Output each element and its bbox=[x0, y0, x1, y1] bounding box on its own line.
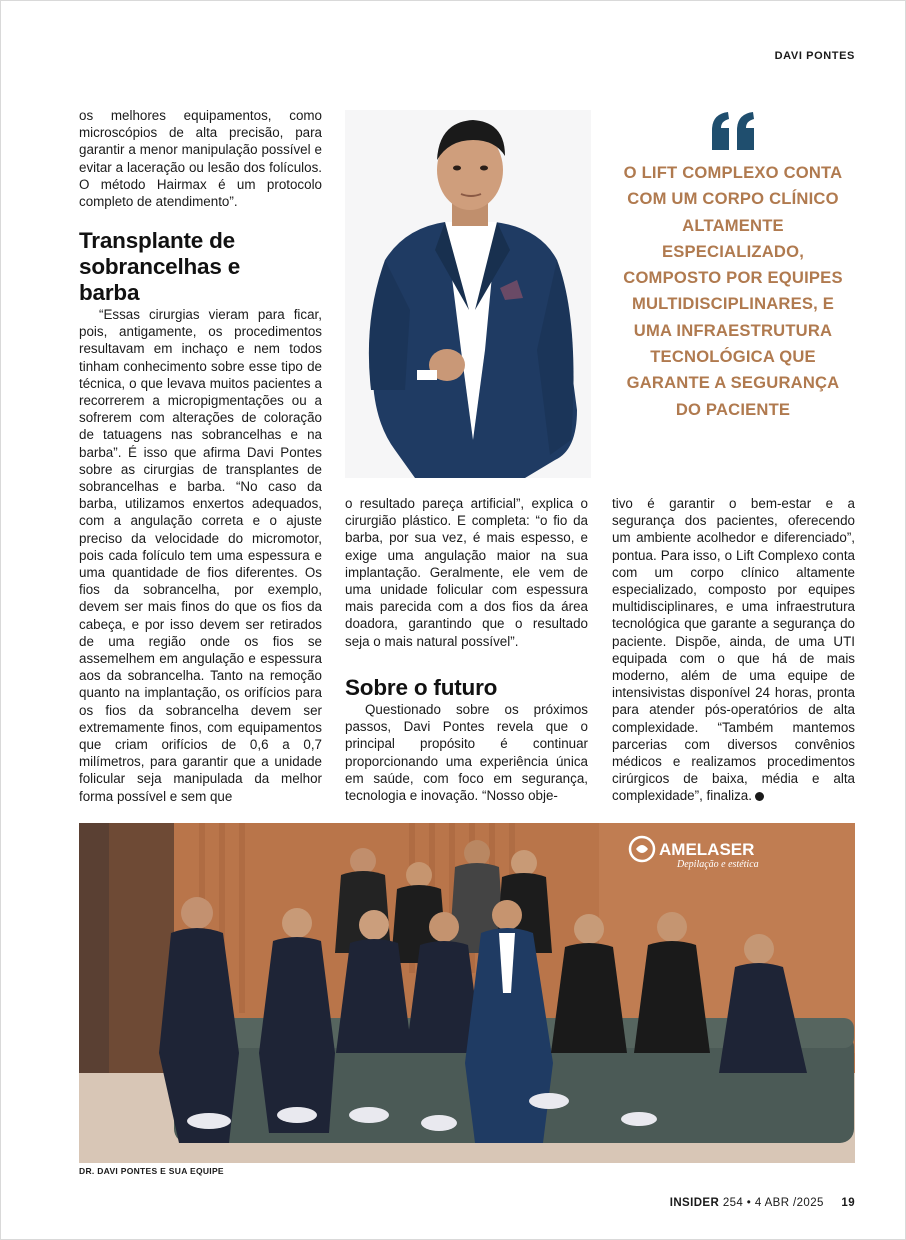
end-of-article-icon bbox=[755, 792, 764, 801]
pull-quote: O LIFT COMPLEXO CONTA COM UM CORPO CLÍNICO ALTAMENTE ESPECIALIZADO, COMPOSTO POR EQUIPES MULTIDISCIPLINARES, E UMA INFRAESTRUTURA TECNOLÓGICA QUE GARANTE A SEGURANÇA DO PACIENTE bbox=[623, 163, 843, 419]
column-2-section bbox=[345, 675, 588, 804]
brand-name: AMELASER bbox=[659, 840, 755, 859]
heading-transplante: Transplante de sobrancelhas e barba bbox=[79, 228, 241, 305]
page-footer bbox=[670, 1197, 855, 1209]
paragraph-seguranca bbox=[612, 495, 855, 805]
issue-info: 254 • 4 ABR /2025 bbox=[722, 1197, 824, 1209]
section-header: DAVI PONTES bbox=[774, 50, 855, 62]
paragraph-futuro: Questionado sobre os próximos passos, Davi Pontes revela que o principal propósito é continuar proporcionando uma experiência única em saúde, com foco em segurança, tecnologia e inovação. “Nosso obje- bbox=[345, 702, 588, 804]
page-number: 19 bbox=[841, 1197, 855, 1209]
brand-tagline: Depilação e estética bbox=[677, 859, 759, 870]
paragraph-intro: os melhores equipamentos, como microscópios de alta precisão, para garantir a menor manipulação possível e evitar a laceração ou lesão dos folículos. O método Hairmax é um protocolo completo de atendimento”. bbox=[79, 108, 322, 210]
team-photo bbox=[79, 823, 855, 1163]
heading-sobre-o-futuro: Sobre o futuro bbox=[345, 675, 498, 700]
photo-caption: DR. DAVI PONTES E SUA EQUIPE bbox=[79, 1166, 224, 1176]
column-1 bbox=[79, 107, 322, 210]
column-2 bbox=[345, 495, 588, 650]
portrait-photo bbox=[345, 110, 591, 478]
paragraph-transplante: “Essas cirurgias vieram para ficar, pois, antigamente, os procedimentos resultavam em inchaço e nem todos tinham conhecimento sobre esse tipo de técnica, o que levava muitos pacientes a recorrerem a micropigmentações ou a sofrerem com alterações de coloração de tatuagens nas sobrancelhas e na barba”. É isso que afirma Davi Pontes sobre as cirurgias de transplantes de sobrancelhas e barba. “No caso da barba, utilizamos enxertos adequados, com a angulação correta e o ajuste preciso da velocidade do micromotor, pois cada folículo tem uma espessura e uma quantidade de fios diferentes. Os fios da sobrancelha, por exemplo, devem ser mais finos do que os fios da cabeça, e por isso devem ser retirados de uma região onde os fios se assemelhem em angulação e espessura aos da sobrancelha. Tanto na remoção quanto na implantação, os orifícios para os fios da sobrancelha devem ser extremamente finos, com equipamentos que criam orifícios de 0,6 a 0,7 milímetros, para garantir que a unidade folicular seja manipulada da melhor forma possível e sem que bbox=[79, 307, 322, 804]
magazine-name: INSIDER bbox=[669, 1197, 720, 1209]
paragraph-quote-continued: o resultado pareça artificial”, explica o cirurgião plástico. E completa: “o fio da barba, por sua vez, é mais espesso, e exige uma angulação maior na sua implantação. Geralmente, ele vem de uma unidade folicular com espessura mais parecida com a dos fios da área doadora, garantindo que o resultado seja o mais natural possível”. bbox=[345, 496, 588, 649]
column-3 bbox=[612, 495, 855, 805]
column-1-section bbox=[79, 228, 322, 805]
paragraph-seguranca-text: tivo é garantir o bem-estar e a segurança dos pacientes, oferecendo um ambiente acolhedor e diferenciado”, pontua. Para isso, o Lift Complexo conta com um corpo clínico altamente especializado, composto por equipes multidisciplinares, e uma infraestrutura tecnológica que garante a segurança do paciente. Dispõe, ainda, de uma UTI equipada com o que há de mais moderno, além de uma equipe de intensivistas disponível 24 horas, pronta para atender pós-operatórios de alta complexidade. “Também mantemos parcerias com diversos convênios médicos e realizamos procedimentos cirúrgicos de baixa, média e alta complexidade”, finaliza. bbox=[612, 496, 855, 804]
quote-mark-icon bbox=[704, 108, 764, 154]
